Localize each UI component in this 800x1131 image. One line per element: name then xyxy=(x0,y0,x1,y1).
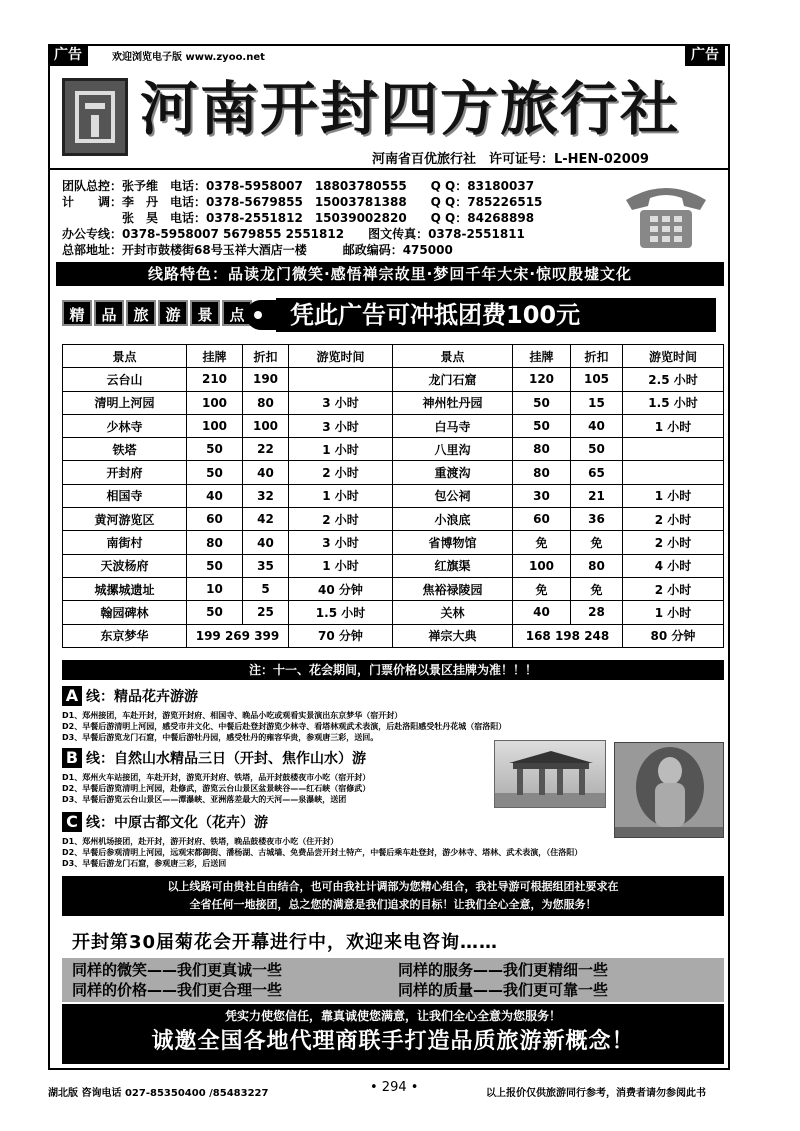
table-cell: 1 小时 xyxy=(289,554,393,577)
table-cell xyxy=(623,438,724,461)
closing-headline: 诚邀全国各地代理商联手打造品质旅游新概念！ xyxy=(151,1029,635,1054)
table-cell: 禅宗大典 xyxy=(393,624,513,647)
itinerary-day: D3、早餐后游览龙门石窟，中餐后游牡丹园，感受牡丹的雍容华贵，参观唐三彩，送回。 xyxy=(62,733,379,742)
table-cell: 红旗渠 xyxy=(393,554,513,577)
table-cell: 60 xyxy=(513,508,571,531)
table-cell: 100 xyxy=(243,414,289,437)
table-cell: 100 xyxy=(187,414,243,437)
route-letter: A xyxy=(62,686,82,706)
archway-photo xyxy=(494,740,606,808)
tag-char: 品 xyxy=(94,300,124,326)
slogan: 同样的微笑——我们更真诚一些 xyxy=(72,961,283,979)
table-cell: 南街村 xyxy=(63,531,187,554)
tag-char: 旅 xyxy=(126,300,156,326)
contact-line: 计 调：李 丹 电话：0378-5679855 15003781388 Q Q：785226515 xyxy=(62,195,543,209)
festival-announcement: 开封第30届菊花会开幕进行中，欢迎来电咨询…… xyxy=(72,932,499,953)
route-features-bar: 线路特色：品读龙门微笑·感悟禅宗故里·梦回千年大宋·惊叹殷墟文化 xyxy=(56,262,724,286)
table-cell: 210 xyxy=(187,368,243,391)
table-cell: 80 xyxy=(187,531,243,554)
table-cell: 翰园碑林 xyxy=(63,601,187,624)
table-cell: 40 xyxy=(187,484,243,507)
table-cell: 免 xyxy=(513,531,571,554)
col-header: 景点 xyxy=(63,345,187,368)
route-a-title xyxy=(62,686,198,706)
itinerary-day: D2、早餐后游览清明上河园，赴修武，游览云台山景区盆景峡谷——红石峡（宿修武） xyxy=(62,784,371,793)
combination-notice xyxy=(62,876,724,916)
table-cell: 15 xyxy=(571,391,623,414)
table-cell: 100 xyxy=(187,391,243,414)
table-cell: 1 小时 xyxy=(623,414,724,437)
coupon-banner: 凭此广告可冲抵团费100元 xyxy=(276,298,716,332)
table-cell: 云台山 xyxy=(63,368,187,391)
col-header: 景点 xyxy=(393,345,513,368)
itinerary-day: D1、郑州机场接团，赴开封，游开封府、铁塔，晚品鼓楼夜市小吃（住开封） xyxy=(62,837,339,846)
table-cell: 天波杨府 xyxy=(63,554,187,577)
table-cell: 190 xyxy=(243,368,289,391)
table-row xyxy=(63,414,724,437)
tag-char: 精 xyxy=(62,300,92,326)
table-cell: 1 小时 xyxy=(289,484,393,507)
footer-contact: 湖北版 咨询电话 027-85350400 /85483227 xyxy=(48,1088,269,1099)
table-cell: 40 xyxy=(513,601,571,624)
col-header: 挂牌 xyxy=(187,345,243,368)
table-row xyxy=(63,438,724,461)
tag-char: 游 xyxy=(158,300,188,326)
table-cell: 28 xyxy=(571,601,623,624)
ad-tag-left: 广告 xyxy=(48,44,88,66)
table-cell: 城摞城遗址 xyxy=(63,577,187,600)
table-cell: 小浪底 xyxy=(393,508,513,531)
itinerary-day: D1、郑州接团，车赴开封，游览开封府、相国寺、晚品小吃或观看实景演出东京梦华（宿开封） xyxy=(62,711,403,720)
table-cell: 80 xyxy=(513,461,571,484)
combo-line: 全省任何一地接团，总之您的满意是我们追求的目标！让我们全心全意，为您服务！ xyxy=(189,898,597,911)
table-cell: 25 xyxy=(243,601,289,624)
table-cell: 22 xyxy=(243,438,289,461)
table-cell: 60 xyxy=(187,508,243,531)
table-cell: 八里沟 xyxy=(393,438,513,461)
tag-char: 点 xyxy=(222,300,252,326)
table-cell: 40 xyxy=(243,531,289,554)
itinerary-day: D3、早餐后游龙门石窟，参观唐三彩，后送回 xyxy=(62,859,227,868)
table-cell: 2 小时 xyxy=(623,531,724,554)
table-cell: 神州牡丹园 xyxy=(393,391,513,414)
table-cell: 3 小时 xyxy=(289,531,393,554)
table-row xyxy=(63,368,724,391)
license-info: 河南省百优旅行社 许可证号：L-HEN-02009 xyxy=(372,152,649,167)
table-cell: 70 分钟 xyxy=(289,624,393,647)
table-row xyxy=(63,624,724,647)
table-cell: 2.5 小时 xyxy=(623,368,724,391)
table-cell xyxy=(289,368,393,391)
table-cell: 龙门石窟 xyxy=(393,368,513,391)
col-header: 挂牌 xyxy=(513,345,571,368)
table-cell: 1.5 小时 xyxy=(623,391,724,414)
table-cell: 5 xyxy=(243,577,289,600)
table-cell: 21 xyxy=(571,484,623,507)
table-cell: 2 小时 xyxy=(623,577,724,600)
slogan: 同样的服务——我们更精细一些 xyxy=(398,961,609,979)
table-row xyxy=(63,577,724,600)
table-cell: 1 小时 xyxy=(623,601,724,624)
table-cell: 2 小时 xyxy=(623,508,724,531)
company-logo-icon xyxy=(62,78,128,156)
table-cell: 3 小时 xyxy=(289,414,393,437)
contact-line: 团队总控：张予维 电话：0378-5958007 18803780555 Q Q：83180037 xyxy=(62,179,535,193)
closing-banner xyxy=(62,1004,724,1064)
table-row xyxy=(63,391,724,414)
table-cell: 开封府 xyxy=(63,461,187,484)
welcome-text: 欢迎浏览电子版 www.zyoo.net xyxy=(112,52,265,63)
table-cell: 焦裕禄陵园 xyxy=(393,577,513,600)
route-name: 线：中原古都文化（花卉）游 xyxy=(86,815,268,831)
table-cell: 65 xyxy=(571,461,623,484)
table-row xyxy=(63,508,724,531)
table-cell: 80 xyxy=(243,391,289,414)
table-cell: 40 xyxy=(571,414,623,437)
table-cell: 105 xyxy=(571,368,623,391)
table-cell: 50 xyxy=(513,391,571,414)
table-cell: 35 xyxy=(243,554,289,577)
featured-spots-label xyxy=(62,300,252,326)
table-cell: 100 xyxy=(513,554,571,577)
combo-line: 以上线路可由贵社自由结合，也可由我社计调部为您精心组合，我社导游可根据组团社要求在 xyxy=(167,880,619,893)
table-cell: 免 xyxy=(571,577,623,600)
table-cell: 重渡沟 xyxy=(393,461,513,484)
tag-char: 景 xyxy=(190,300,220,326)
table-cell: 免 xyxy=(513,577,571,600)
table-cell: 1 小时 xyxy=(289,438,393,461)
table-cell: 2 小时 xyxy=(289,508,393,531)
col-header: 折扣 xyxy=(243,345,289,368)
table-cell: 42 xyxy=(243,508,289,531)
price-note: 注：十一、花会期间，门票价格以景区挂牌为准！！！ xyxy=(62,660,724,680)
table-cell: 白马寺 xyxy=(393,414,513,437)
table-cell: 80 xyxy=(571,554,623,577)
table-cell: 少林寺 xyxy=(63,414,187,437)
footer-disclaimer: 以上报价仅供旅游同行参考，消费者请勿参阅此书 xyxy=(486,1088,706,1099)
table-row xyxy=(63,461,724,484)
table-cell: 黄河游览区 xyxy=(63,508,187,531)
table-cell: 80 xyxy=(513,438,571,461)
table-cell: 120 xyxy=(513,368,571,391)
col-header: 折扣 xyxy=(571,345,623,368)
grotto-photo xyxy=(614,742,724,838)
contact-line: 总部地址：开封市鼓楼街68号玉祥大酒店一楼 邮政编码：475000 xyxy=(62,243,453,257)
table-cell: 铁塔 xyxy=(63,438,187,461)
itinerary-day: D3、早餐后游览云台山景区——潭瀑峡、亚洲落差最大的天河——泉瀑峡，送团 xyxy=(62,795,347,804)
table-header-row xyxy=(63,345,724,368)
table-row xyxy=(63,484,724,507)
table-cell: 1.5 小时 xyxy=(289,601,393,624)
table-cell xyxy=(623,461,724,484)
route-name: 线：自然山水精品三日（开封、焦作山水）游 xyxy=(86,751,366,767)
col-header: 游览时间 xyxy=(289,345,393,368)
table-cell: 80 分钟 xyxy=(623,624,724,647)
table-cell: 50 xyxy=(571,438,623,461)
table-cell: 50 xyxy=(187,461,243,484)
table-cell: 168 198 248 xyxy=(513,624,623,647)
page-number: • 294 • xyxy=(370,1080,419,1095)
contact-line: 办公专线：0378-5958007 5679855 2551812 图文传真：0378-2551811 xyxy=(62,227,525,241)
table-row xyxy=(63,554,724,577)
table-cell: 免 xyxy=(571,531,623,554)
itinerary-day: D2、早餐后游清明上河园，感受市井文化、中餐后赴登封游览少林寺、看塔林观武术表演，后赴洛阳感受牡丹花城（宿洛阳） xyxy=(62,722,507,731)
company-name: 河南开封四方旅行社 xyxy=(140,75,681,143)
table-cell: 50 xyxy=(187,438,243,461)
closing-line: 凭实力使您信任，靠真诚使您满意，让我们全心全意为您服务！ xyxy=(224,1009,561,1023)
route-b-title xyxy=(62,748,366,768)
route-name: 线：精品花卉游游 xyxy=(86,689,198,705)
table-cell: 50 xyxy=(187,554,243,577)
table-cell: 40 分钟 xyxy=(289,577,393,600)
table-cell: 36 xyxy=(571,508,623,531)
table-cell: 50 xyxy=(187,601,243,624)
route-c-title xyxy=(62,812,268,832)
table-row xyxy=(63,601,724,624)
table-cell: 2 小时 xyxy=(289,461,393,484)
table-cell: 东京梦华 xyxy=(63,624,187,647)
table-cell: 30 xyxy=(513,484,571,507)
table-cell: 清明上河园 xyxy=(63,391,187,414)
col-header: 游览时间 xyxy=(623,345,724,368)
divider xyxy=(48,168,730,170)
table-cell: 50 xyxy=(513,414,571,437)
table-row xyxy=(63,531,724,554)
telephone-icon xyxy=(620,180,712,250)
table-cell: 1 小时 xyxy=(623,484,724,507)
table-cell: 省博物馆 xyxy=(393,531,513,554)
table-cell: 相国寺 xyxy=(63,484,187,507)
table-cell: 包公祠 xyxy=(393,484,513,507)
slogan: 同样的质量——我们更可靠一些 xyxy=(398,981,609,999)
slogan: 同样的价格——我们更合理一些 xyxy=(72,981,283,999)
table-cell: 3 小时 xyxy=(289,391,393,414)
route-letter: B xyxy=(62,748,82,768)
route-letter: C xyxy=(62,812,82,832)
table-cell: 关林 xyxy=(393,601,513,624)
table-cell: 40 xyxy=(243,461,289,484)
table-cell: 10 xyxy=(187,577,243,600)
table-cell: 4 小时 xyxy=(623,554,724,577)
contact-line: 张 昊 电话：0378-2551812 15039002820 Q Q：84268898 xyxy=(62,211,535,225)
table-cell: 199 269 399 xyxy=(187,624,289,647)
itinerary-day: D1、郑州火车站接团，车赴开封，游览开封府、铁塔，品开封鼓楼夜市小吃（宿开封） xyxy=(62,773,371,782)
slogan-box xyxy=(62,958,724,1002)
price-table xyxy=(62,344,724,648)
table-cell: 32 xyxy=(243,484,289,507)
ad-tag-right: 广告 xyxy=(685,44,725,66)
itinerary-day: D2、早餐后参观清明上河园，远观宋都御街、潘杨湖、古城墙、免费品尝开封土特产，中餐后乘车赴登封，游少林寺、塔林、武术表演，（住洛阳） xyxy=(62,848,583,857)
